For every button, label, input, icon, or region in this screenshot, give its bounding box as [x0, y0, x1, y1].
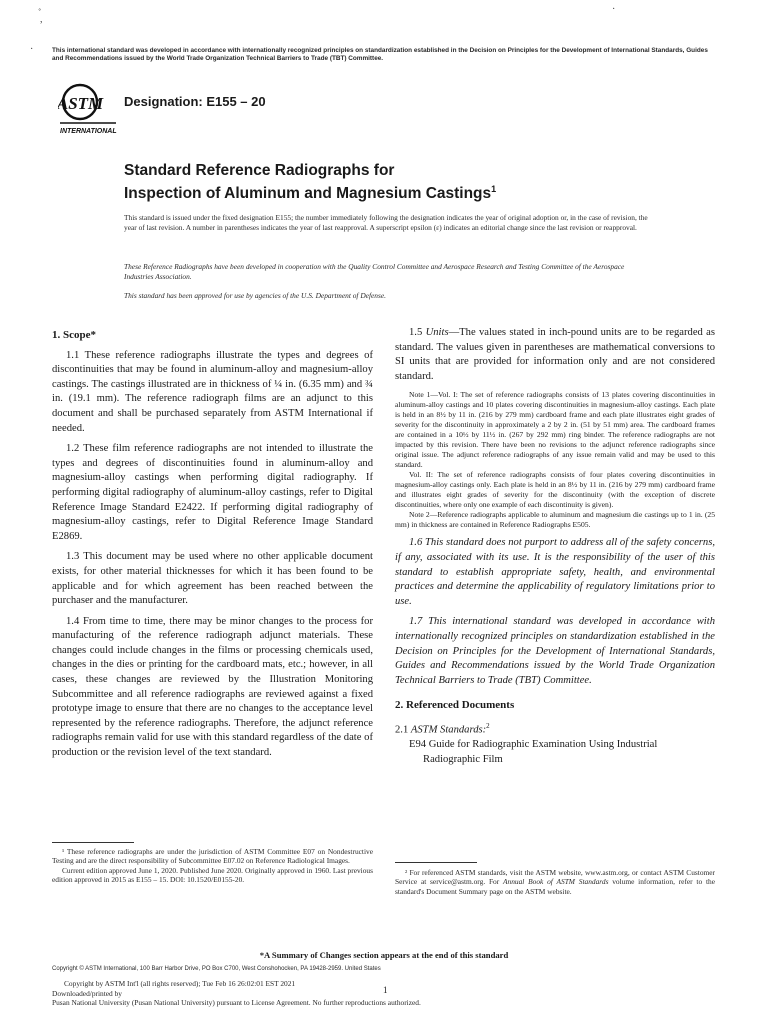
logo-mark: ASTM [58, 94, 104, 113]
section-heading-scope: 1. Scope* [52, 329, 96, 341]
reference-e94: E94 Guide for Radiographic Examination Using Industrial Radiographic Film [409, 739, 658, 765]
footnote-2-part-a: ² For referenced ASTM standards, visit the ASTM website, www.astm.org, or contact ASTM Customer Service at service@astm.org. For [395, 868, 715, 887]
paragraph-1-5-number: 1.5 [409, 327, 423, 338]
paragraph-1-4: 1.4 From time to time, there may be minor changes to the process for manufacturing of the reference radiograph adjunct materials. These changes could include changes in the films or processing chemicals used, changes in the dies or printing for the cardboard mats, etc.; however, in all cases, these changes are reviewed by the Illustration Monitoring Subcommittee and all reference radiographs are reviewed against a fixed prototype image to ensure that there are no changes to the acceptance level represented by the reference radiographs. Therefore, the adjunct reference radiographs remain valid for use with this standard regardless of the date of production or the revision level of the text standard. [52, 615, 373, 759]
paragraph-1-6: 1.6 This standard does not purport to address all of the safety concerns, if any, associated with its use. It is the responsibility of the user of this standard to establish appropriate safety, health, and environmental practices and determine the applicability of regulatory limitations prior to use. [395, 537, 715, 607]
issuance-statement: This standard is issued under the fixed designation E155; the number immediately following the designation indicates the year of original adoption or, in the case of revision, the year of last revision. A number in parentheses indicates the year of last reapproval. A superscript epsilon (ε) indicates an editorial change since the last revision or reapproval. [124, 213, 648, 232]
logo-subtext: INTERNATIONAL [60, 128, 117, 135]
paragraph-1-2: 1.2 These film reference radiographs are not intended to illustrate the types and degrees of discontinuities found in aluminum-alloy and magnesium-alloy castings when performing digital radiography. If performing digital radiography of aluminum-alloy castings, refer to Digital Reference Image Standard E2422. If performing digital radiography of magnesium-alloy castings, refer to Digital Reference Image Standard E2869. [52, 443, 373, 542]
title-footnote-ref: 1 [491, 184, 497, 194]
units-label: Units [425, 327, 449, 338]
paragraph-1-7: 1.7 This international standard was developed in accordance with internationally recognized principles on standardization established in the Decision on Principles for the Development of International Standards, Guides and Recommendations issued by the World Trade Organization Technical Barriers to Trade (TBT) Committee. [395, 616, 715, 686]
paragraph-2-1-number: 2.1 [395, 724, 409, 736]
footnote-2-book-title: Annual Book of ASTM Standards [503, 877, 609, 887]
copyright-line: Copyright © ASTM International, 100 Barr Harbor Drive, PO Box C700, West Conshohocken, PA 19428-2959. United States [52, 966, 381, 972]
title-line-1: Standard Reference Radiographs for [124, 162, 395, 179]
scan-mark: , [40, 14, 43, 25]
note-1-vol-2: Vol. II: The set of reference radiographs consists of four plates covering discontinuities in magnesium-alloy castings only. Each plate is held in an 8½ by 11 in. (216 by 279 mm) cardboard frame and illustrates eight grades of severity for the discontinuity (with the exception of discrete discontinuities, where only one example of each discontinuity is given). [395, 470, 715, 510]
footnote-2 [395, 868, 715, 896]
scan-mark: ˚ [38, 8, 42, 19]
license-line-3: Pusan National University (Pusan National University) pursuant to License Agreement. No further reproductions authorized. [52, 998, 421, 1008]
paragraph-2-1 [395, 719, 715, 738]
summary-of-changes-note: *A Summary of Changes section appears at the end of this standard [259, 950, 509, 960]
footnote-2-text [395, 868, 715, 896]
document-title [124, 161, 644, 203]
footnote-rule-right [395, 862, 477, 863]
section-heading-referenced-documents: 2. Referenced Documents [395, 699, 515, 712]
designation: Designation: E155 – 20 [124, 94, 266, 109]
left-column [52, 328, 373, 767]
note-2: Note 2—Reference radiographs applicable to aluminum and magnesium die castings up to 1 in. (25 mm) in thickness are contained in Reference Radiographs E505. [395, 510, 715, 530]
dod-approval-statement: This standard has been approved for use by agencies of the U.S. Department of Defense. [124, 291, 386, 300]
footnote-1-edition: Current edition approved June 1, 2020. Published June 2020. Originally approved in 1960. Last previous edition approved in 2015 as E155 – 15. DOI: 10.1520/E0155-20. [52, 865, 373, 885]
paragraph-1-1: 1.1 These reference radiographs illustrate the types and degrees of discontinuities that may be found in aluminum-alloy and magnesium-alloy castings. The castings illustrated are in thickness of ¼ in. (6.35 mm) and ¾ in. (19.1 mm). The reference radiograph films are an adjunct to this document and shall be purchased separately from ASTM International if needed. [52, 349, 373, 434]
paragraph-1-5 [395, 326, 715, 384]
footnote-2-part-b: volume information, refer to the standard's Document Summary page on the ASTM website. [395, 877, 715, 896]
scan-mark: · [30, 44, 34, 55]
scan-mark: · [612, 4, 616, 15]
astm-logo [58, 82, 118, 138]
license-stamp [52, 979, 692, 1008]
footnote-1-jurisdiction: ¹ These reference radiographs are under the jurisdiction of ASTM Committee E07 on Nondestructive Testing and are the direct responsibility of Subcommittee E07.02 on Reference Radiological Images. [52, 847, 373, 866]
page-number: 1 [383, 985, 388, 995]
right-column [395, 326, 715, 773]
license-line-1: Copyright by ASTM Int'l (all rights reserved); Tue Feb 16 26:02:01 EST 2021 [64, 979, 296, 988]
cooperation-statement: These Reference Radiographs have been developed in cooperation with the Quality Control Committee and Aerospace Research and Testing Committee of the Aerospace Industries Association. [124, 262, 625, 281]
paragraph-1-5-text: —The values stated in inch-pound units are to be regarded as standard. The values given in parentheses are mathematical conversions to SI units that are provided for information only and are not considered standard. [395, 327, 716, 382]
paragraph-1-3: 1.3 This document may be used where no other applicable document exists, for other material thicknesses for which it has been found to be applicable and for which agreement has been reached between the purchaser and the manufacturer. [52, 551, 373, 607]
title-line-2 [124, 180, 644, 203]
footnote-rule-left [52, 842, 134, 843]
footnote-2-ref: 2 [486, 721, 490, 730]
footnote-1 [52, 847, 373, 885]
astm-standards-label: ASTM Standards: [410, 724, 487, 736]
title-line-2-text: Inspection of Aluminum and Magnesium Castings [124, 185, 492, 203]
note-1: Note 1—Vol. I: The set of reference radiographs consists of 13 plates covering discontinuities in aluminum-alloy castings and 10 plates covering discontinuities in magnesium-alloy castings. Each plate is held in an 8½ by 11 in. (216 by 279 mm) cardboard frame and each plate illustrates eight grades of severity for the discontinuity in approximately a 2 by 2 in. (51 by 51 mm) area. The cardboard frames are contained in a 10½ by 11½ in. (267 by 292 mm) ring binder. The reference radiographs are not impacted by this revision. There have been no revisions to the adjunct reference radiographs since original issue. The adjunct reference radiographs of any issue remain valid and may be used to this standard. [395, 390, 715, 470]
tbt-notice: This international standard was developed in accordance with internationally recognized principles on standardization established in the Decision on Principles for the Development of International Standards, Guides and Recommendations issued by the World Trade Organization Technical Barriers to Trade (TBT) Committee. [52, 47, 708, 63]
license-line-2: Downloaded/printed by [52, 988, 122, 998]
